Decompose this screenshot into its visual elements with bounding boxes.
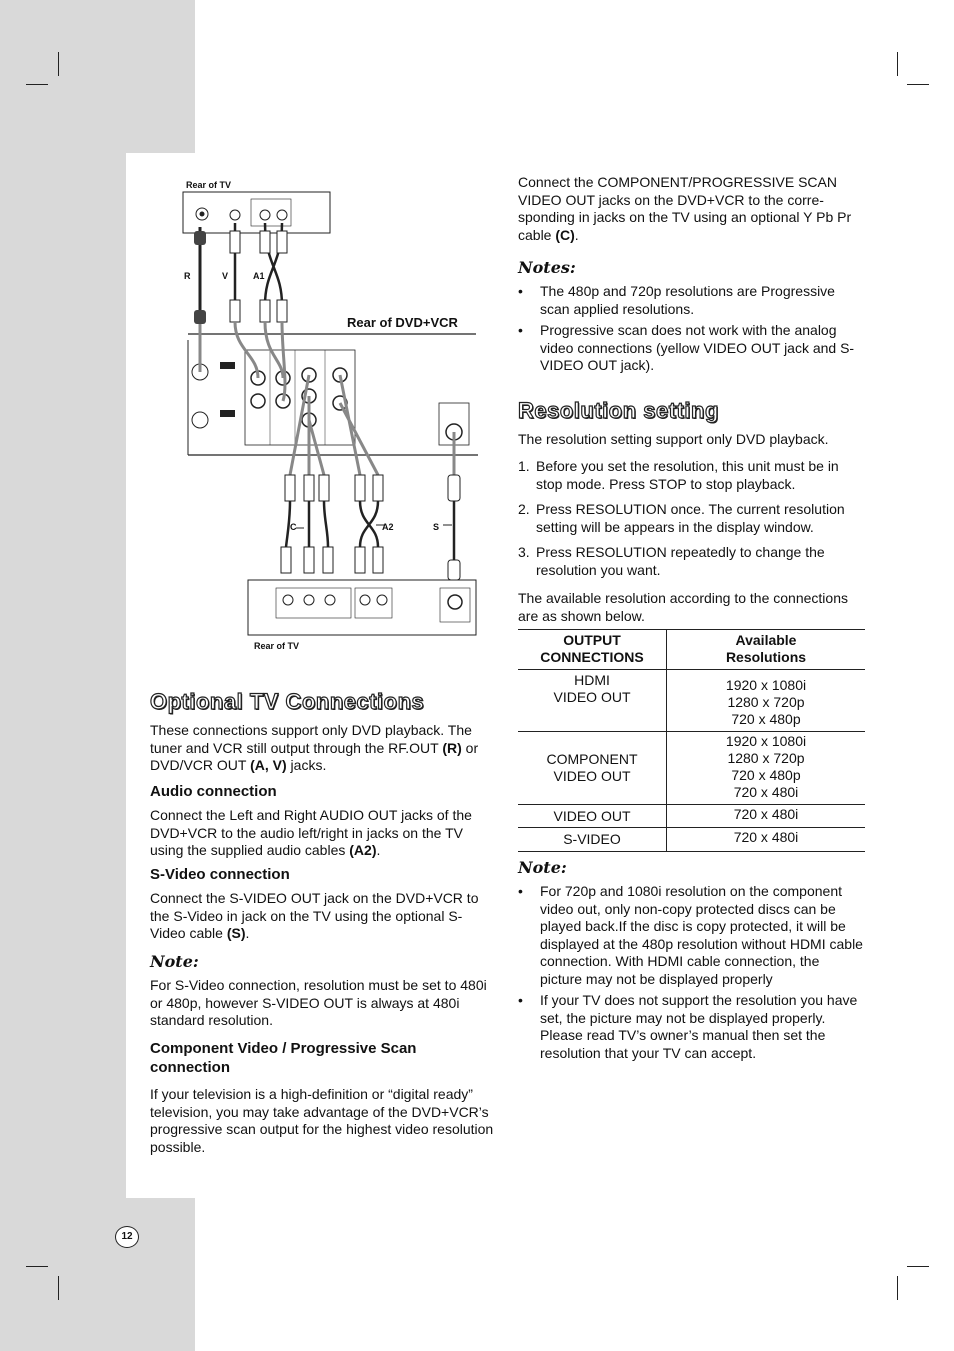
gray-margin-left	[0, 153, 126, 1198]
available-resolution-text: The available resolution according to the connections are as shown below.	[518, 590, 848, 624]
table-row	[518, 828, 865, 852]
table-header-resolutions-text: Available Resolutions	[725, 632, 807, 665]
page-number: 12	[115, 1226, 139, 1248]
intro-text-1: These connections support only DVD playback. The tuner and VCR still output through the RF.OUT	[150, 722, 472, 756]
audio-ref: (A2)	[349, 842, 377, 858]
optional-intro	[150, 722, 498, 775]
table-cell-output: S-VIDEO	[563, 831, 621, 847]
step-item	[518, 458, 863, 493]
step-text: Press RESOLUTION repeatedly to change the resolution you want.	[536, 544, 825, 578]
table-row	[518, 805, 865, 828]
left-note-heading: Note:	[150, 952, 199, 971]
label-c: C	[290, 522, 297, 532]
audio-connection-text	[150, 807, 498, 860]
left-note-text: For S-Video connection, resolution must be set to 480i or 480p, however S-VIDEO OUT is always at 480i standard resolution.	[150, 977, 487, 1028]
connection-diagram-svg	[178, 175, 483, 655]
label-r: R	[184, 271, 191, 281]
step-item	[518, 501, 863, 536]
intro-ref-r: (R)	[442, 739, 462, 756]
intro-text-3: jacks.	[286, 757, 327, 773]
table-cell-output: COMPONENT VIDEO OUT	[546, 751, 638, 784]
gray-margin-bottom	[0, 1198, 195, 1351]
table-cell-res: 720 x 480i	[667, 828, 866, 852]
audio-connection-heading: Audio connection	[150, 783, 277, 800]
connect-end: .	[574, 226, 579, 243]
resolution-setting-title: Resolution setting	[518, 398, 719, 423]
audio-end: .	[376, 842, 381, 858]
label-rear-of-tv-bottom: Rear of TV	[254, 641, 300, 651]
label-rear-of-tv-top: Rear of TV	[186, 180, 232, 190]
label-s: S	[433, 522, 440, 532]
crop-mark	[897, 1276, 898, 1300]
label-a2: A2	[382, 522, 394, 532]
crop-mark	[897, 52, 898, 76]
note-item: • For 720p and 1080i resolution on the component video out, only non-copy protected discs can be played back.If the disc is copy protected, it will be displayed at the 480p resolution without HDMI cable connection. With HDMI cable connection, the picture may not be displayed properly	[518, 883, 863, 988]
right-note-list	[518, 883, 863, 1066]
connect-ref: (C)	[555, 226, 575, 243]
resolution-intro: The resolution setting support only DVD playback.	[518, 431, 829, 447]
notes-item: • Progressive scan does not work with the analog video connections (yellow VIDEO OUT jack and S-VIDEO OUT jack).	[518, 322, 858, 375]
crop-mark	[58, 1276, 59, 1300]
crop-mark	[907, 1266, 929, 1267]
svideo-connection-text	[150, 890, 490, 943]
table-cell-output: HDMI VIDEO OUT	[553, 672, 631, 705]
step-text: Before you set the resolution, this unit must be in stop mode. Press STOP to stop playback.	[536, 458, 839, 492]
table-header-output-text: OUTPUT CONNECTIONS	[540, 632, 644, 665]
table-row	[518, 670, 865, 732]
label-rear-of-dvd-vcr: Rear of DVD+VCR	[347, 315, 458, 330]
svideo-connection-heading: S-Video connection	[150, 866, 290, 883]
resolution-steps	[518, 458, 863, 587]
component-video-text: If your television is a high-definition or “digital ready” television, you may take advantage of the DVD+VCR’s progressive scan output for the highest video resolution possible.	[150, 1086, 494, 1155]
connect-text: Connect the COMPONENT/PROGRESSIVE SCAN VIDEO OUT jacks on the DVD+VCR to the corre-sponding in jacks on the TV using an optional Y Pb Pr cable	[518, 174, 852, 243]
intro-ref-av: (A, V)	[250, 757, 287, 773]
step-text: Press RESOLUTION once. The current resolution setting will be appears in the display window.	[536, 501, 845, 535]
label-a1: A1	[253, 271, 265, 281]
crop-mark	[26, 84, 48, 85]
step-item	[518, 544, 863, 579]
notes-heading: Notes:	[518, 258, 576, 277]
table-header-output	[518, 630, 667, 670]
component-video-heading: Component Video / Progressive Scan connection	[150, 1040, 417, 1076]
svideo-text: Connect the S-VIDEO OUT jack on the DVD+VCR to the S-Video in jack on the TV using the optional S-Video cable	[150, 890, 479, 941]
component-connect-text	[518, 174, 858, 244]
crop-mark	[907, 84, 929, 85]
svideo-end: .	[245, 925, 250, 941]
notes-list	[518, 283, 858, 379]
connection-diagram	[178, 175, 483, 655]
label-v: V	[222, 271, 229, 281]
svideo-ref: (S)	[226, 925, 246, 941]
intro-text-2: or DVD/VCR OUT	[150, 739, 479, 773]
notes-item: • The 480p and 720p resolutions are Progressive scan applied resolutions.	[518, 283, 858, 318]
resolution-table	[518, 629, 865, 852]
optional-tv-connections-title: Optional TV Connections	[150, 689, 425, 714]
right-note-heading: Note:	[518, 858, 567, 877]
table-cell-res: 1920 x 1080i 1280 x 720p 720 x 480p	[667, 670, 866, 732]
note-item: • If your TV does not support the resolution you have set, the picture may not be displayed properly. Please read TV’s owner’s manual then set the resolution that your TV can accept.	[518, 992, 863, 1062]
audio-text: Connect the Left and Right AUDIO OUT jacks of the DVD+VCR to the audio left/right in jacks on the TV using the supplied audio cables	[150, 807, 472, 858]
table-row	[518, 732, 865, 805]
table-cell-res: 720 x 480i	[667, 805, 866, 828]
step-number: 1.	[518, 458, 530, 474]
step-number: 3.	[518, 544, 530, 560]
crop-mark	[58, 52, 59, 76]
gray-margin-top	[0, 0, 195, 153]
step-number: 2.	[518, 501, 530, 517]
crop-mark	[26, 1266, 48, 1267]
table-header-resolutions	[667, 630, 866, 670]
table-cell-output: VIDEO OUT	[553, 808, 631, 824]
table-cell-res: 1920 x 1080i 1280 x 720p 720 x 480p 720 x 480i	[667, 732, 866, 805]
